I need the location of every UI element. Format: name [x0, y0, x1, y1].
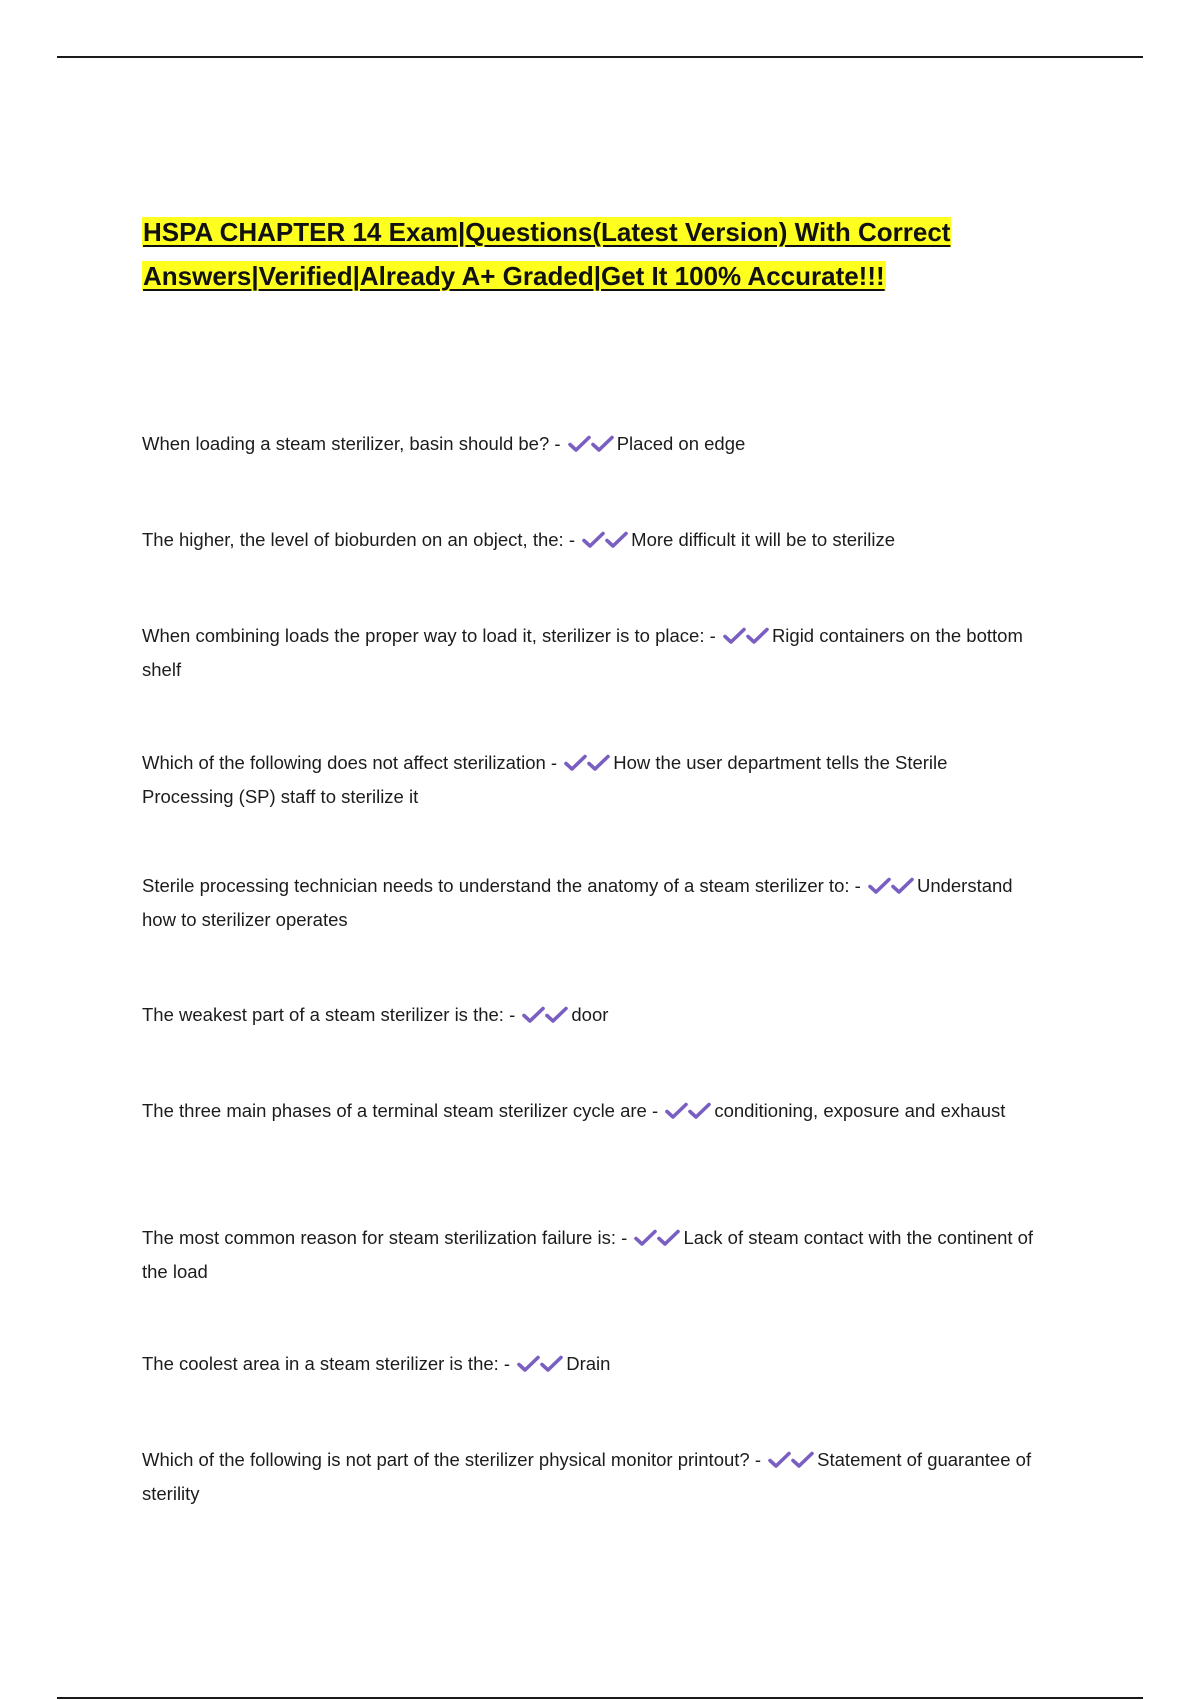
question-text: When combining loads the proper way to load it, sterilizer is to place:	[142, 625, 705, 646]
separator: -	[749, 1449, 767, 1470]
separator: -	[563, 529, 581, 550]
qa-item	[142, 1348, 1042, 1382]
separator: -	[545, 752, 563, 773]
answer-text: conditioning, exposure and exhaust	[714, 1100, 1006, 1121]
qa-item	[142, 1095, 1042, 1129]
qa-item	[142, 870, 1042, 935]
qa-item	[142, 620, 1042, 685]
qa-item	[142, 747, 1042, 812]
qa-item	[142, 1222, 1042, 1287]
question-text: Which of the following is not part of the sterilizer physical monitor printout?	[142, 1449, 750, 1470]
separator: -	[498, 1353, 516, 1374]
question-text: The three main phases of a terminal steam sterilizer cycle are	[142, 1100, 647, 1121]
qa-item	[142, 428, 1042, 462]
separator: -	[704, 625, 721, 646]
question-text: Which of the following does not affect sterilization	[142, 752, 546, 773]
double-check-icon	[564, 750, 610, 781]
double-check-icon	[582, 527, 628, 558]
question-text: Sterile processing technician needs to understand the anatomy of a steam sterilizer to:	[142, 875, 850, 896]
double-check-icon	[723, 623, 769, 654]
double-check-icon	[868, 873, 914, 904]
separator: -	[503, 1004, 521, 1025]
bottom-rule	[57, 1697, 1143, 1699]
answer-text: Lack of steam contact with the continent of the load	[142, 1227, 1034, 1282]
separator: -	[615, 1227, 633, 1248]
double-check-icon	[517, 1351, 563, 1382]
answer-text: Statement of guarantee of sterility	[142, 1449, 1032, 1504]
question-text: When loading a steam sterilizer, basin should be?	[142, 433, 550, 454]
document-body	[142, 210, 1042, 1504]
answer-text: More difficult it will be to sterilize	[631, 529, 896, 550]
document-title: HSPA CHAPTER 14 Exam|Questions(Latest Version) With Correct Answers|Verified|Already A+ Graded|Get It 100% Accurate!!!	[143, 217, 951, 291]
double-check-icon	[634, 1225, 680, 1256]
separator: -	[849, 875, 866, 896]
double-check-icon	[568, 431, 614, 462]
double-check-icon	[522, 1002, 568, 1033]
answer-text: Understand how to sterilizer operates	[142, 875, 1013, 930]
answer-text: Rigid containers on the bottom shelf	[142, 625, 1023, 680]
answer-text: How the user department tells the Sterile Processing (SP) staff to sterilize it	[142, 752, 948, 807]
qa-item	[142, 1444, 1042, 1509]
question-text: The most common reason for steam sterilization failure is:	[142, 1227, 616, 1248]
question-text: The weakest part of a steam sterilizer is the:	[142, 1004, 504, 1025]
qa-item	[142, 999, 1042, 1033]
answer-text: door	[571, 1004, 609, 1025]
answer-text: Drain	[566, 1353, 611, 1374]
separator: -	[549, 433, 566, 454]
answer-text: Placed on edge	[616, 433, 746, 454]
top-rule	[57, 56, 1143, 58]
question-text: The coolest area in a steam sterilizer is the:	[142, 1353, 499, 1374]
separator: -	[646, 1100, 664, 1121]
qa-item	[142, 524, 1042, 558]
double-check-icon	[665, 1098, 711, 1129]
question-text: The higher, the level of bioburden on an object, the:	[142, 529, 564, 550]
double-check-icon	[768, 1447, 814, 1478]
